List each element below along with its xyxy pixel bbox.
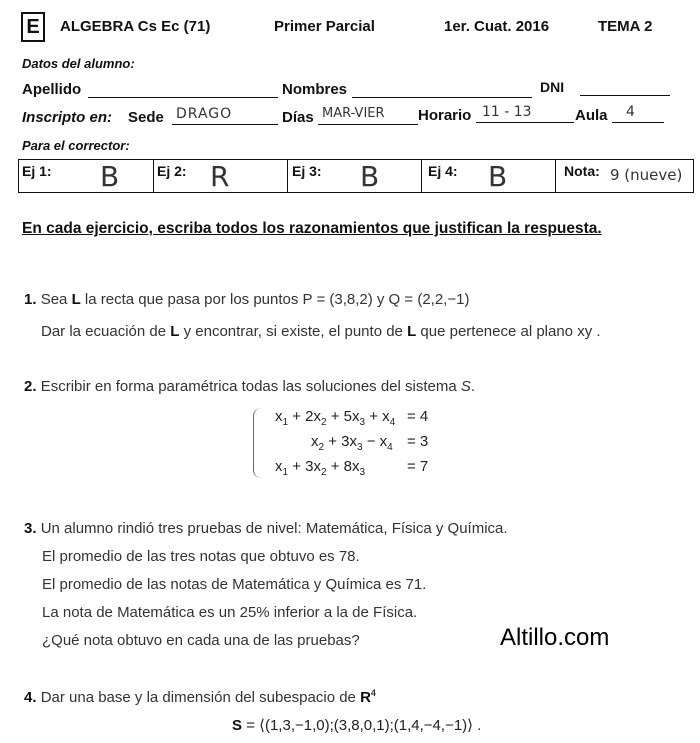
dias-line xyxy=(318,124,418,125)
eq1-term: + x xyxy=(365,408,390,425)
exam-period: 1er. Cuat. 2016 xyxy=(444,18,550,35)
q4-R: R xyxy=(360,689,371,706)
horario-line xyxy=(476,122,574,123)
nombres-line xyxy=(352,97,532,98)
eq1-term: + 5x xyxy=(326,408,360,425)
ej1-label: Ej 1: xyxy=(22,163,52,179)
q3-line-4: La nota de Matemática es un 25% inferior a la de Física. xyxy=(42,604,418,621)
eq1-sub: 2 xyxy=(321,417,327,428)
grade-divider xyxy=(287,160,288,192)
question-4 xyxy=(24,688,376,706)
system-brace xyxy=(253,408,264,478)
eq3-sub: 3 xyxy=(359,467,366,478)
question-1 xyxy=(24,291,469,308)
grade-divider xyxy=(555,160,556,192)
ej3-grade: B xyxy=(360,160,380,193)
sede-value: DRAGO xyxy=(176,106,233,122)
eq3-term: + 3x xyxy=(288,458,321,475)
q2-S: S xyxy=(460,378,471,395)
q1-text-a: Sea xyxy=(40,291,68,308)
inscripto-label: Inscripto en: xyxy=(22,109,113,126)
q3-number: 3. xyxy=(24,520,37,537)
dni-label: DNI xyxy=(540,79,565,95)
q1-text-b: la recta que pasa por los puntos P = (3,8,2) y Q = (2,2,−1) xyxy=(84,291,470,308)
q4-S: S xyxy=(232,717,243,734)
ej2-label: Ej 2: xyxy=(157,163,187,179)
q1-line2-L2: L xyxy=(407,323,417,340)
q1-line2-b: y encontrar, si existe, el punto de xyxy=(183,323,403,340)
eq1-sub: 4 xyxy=(389,417,396,428)
equation-1 xyxy=(275,408,395,428)
nota-grade: 9 (nueve) xyxy=(610,166,683,184)
sede-label: Sede xyxy=(128,109,164,126)
aula-label: Aula xyxy=(575,107,608,124)
apellido-line xyxy=(88,97,278,98)
q4-set xyxy=(232,716,481,734)
student-section-title: Datos del alumno: xyxy=(22,56,135,71)
equation-2 xyxy=(311,433,393,453)
instruction-text: En cada ejercicio, escriba todos los razonamientos que justifican la respuesta. xyxy=(22,220,602,237)
grade-divider xyxy=(153,160,154,192)
eq2-term: − x xyxy=(362,433,388,450)
ej3-label: Ej 3: xyxy=(292,163,322,179)
eq1-term: x xyxy=(275,408,283,425)
ej2-grade: R xyxy=(210,160,230,193)
exam-title: Primer Parcial xyxy=(274,18,375,35)
ej4-label: Ej 4: xyxy=(428,163,458,179)
equation-3-rhs: = 7 xyxy=(407,458,429,475)
question-1-line-2 xyxy=(41,323,601,340)
eq1-term: + 2x xyxy=(288,408,321,425)
eq2-sub: 2 xyxy=(318,442,325,453)
q2-text-a: Escribir en forma paramétrica todas las soluciones del sistema xyxy=(40,378,457,395)
eq1-sub: 1 xyxy=(282,417,289,428)
q4-text: Dar una base y la dimensión del subespacio de xyxy=(40,689,356,706)
eq3-sub: 2 xyxy=(321,467,327,478)
q3-line-3: El promedio de las notas de Matemática y Química es 71. xyxy=(42,576,427,593)
q4-set-value: = ⟨(1,3,−1,0);(3,8,0,1);(1,4,−4,−1)⟩ . xyxy=(246,717,482,734)
q3-line-2: El promedio de las tres notas que obtuvo es 78. xyxy=(42,548,360,565)
question-2 xyxy=(24,378,475,395)
aula-line xyxy=(612,122,664,123)
eq3-term: x xyxy=(275,458,283,475)
horario-value: 11 - 13 xyxy=(482,104,532,120)
ej4-grade: B xyxy=(488,160,508,193)
q1-line2-L: L xyxy=(170,323,180,340)
altillo-watermark: Altillo.com xyxy=(500,624,610,651)
course-name: ALGEBRA Cs Ec (71) xyxy=(60,18,211,35)
tema-letter-box: E xyxy=(21,12,45,42)
q1-line2-a: Dar la ecuación de xyxy=(41,323,167,340)
q3-line-5: ¿Qué nota obtuvo en cada una de las pruebas? xyxy=(42,632,360,649)
aula-value: 4 xyxy=(626,104,635,120)
nombres-label: Nombres xyxy=(282,81,348,98)
eq2-term: + 3x xyxy=(324,433,357,450)
grade-divider xyxy=(421,160,422,192)
dias-label: Días xyxy=(282,109,314,126)
eq2-sub: 3 xyxy=(357,442,363,453)
q4-number: 4. xyxy=(24,689,37,706)
q3-line-1: Un alumno rindió tres pruebas de nivel: Matemática, Física y Química. xyxy=(40,520,508,537)
q4-R-sup: 4 xyxy=(370,688,376,698)
tema-label: TEMA 2 xyxy=(598,18,653,35)
eq1-sub: 3 xyxy=(359,417,366,428)
equation-1-rhs: = 4 xyxy=(407,408,429,425)
apellido-label: Apellido xyxy=(22,81,82,98)
dias-value: MAR-VIER xyxy=(322,106,385,121)
horario-label: Horario xyxy=(418,107,472,124)
q2-number: 2. xyxy=(24,378,37,395)
sede-line xyxy=(172,124,278,125)
eq3-sub: 1 xyxy=(282,467,289,478)
dni-line xyxy=(580,95,670,96)
q1-L: L xyxy=(71,291,81,308)
eq3-term: + 8x xyxy=(326,458,360,475)
q2-text-b: . xyxy=(470,378,476,395)
eq2-sub: 4 xyxy=(387,442,393,453)
question-3 xyxy=(24,520,508,537)
corrector-title: Para el corrector: xyxy=(22,138,130,153)
q1-line2-c: que pertenece al plano xy . xyxy=(420,323,601,340)
nota-label: Nota: xyxy=(564,163,600,179)
eq2-term: x xyxy=(311,433,319,450)
equation-2-rhs: = 3 xyxy=(407,433,429,450)
ej1-grade: B xyxy=(100,160,120,193)
q1-number: 1. xyxy=(24,291,37,308)
equation-3 xyxy=(275,458,365,478)
